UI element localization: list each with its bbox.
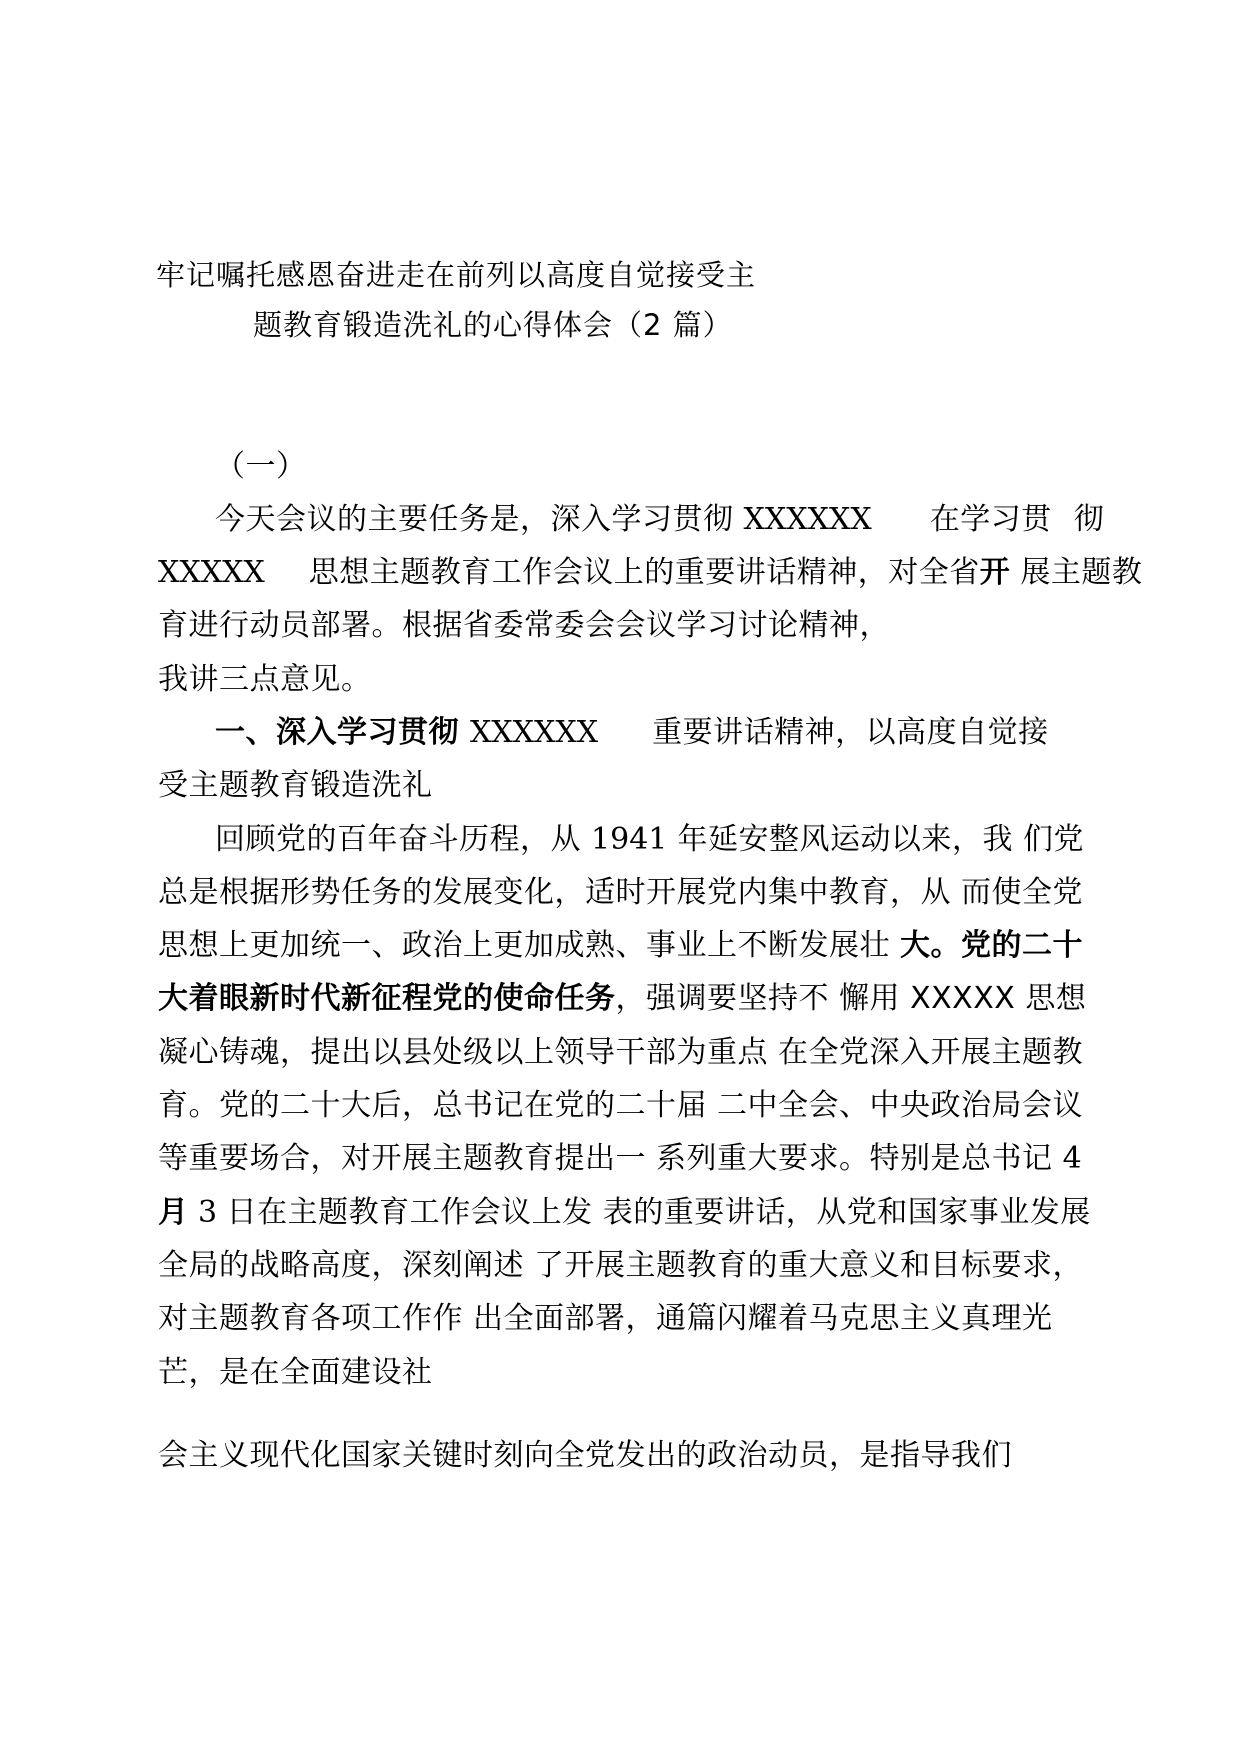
section-heading: 受主题教育锻造洗礼 (158, 768, 433, 803)
paragraph-line: 芒，是在全面建设社 (158, 1355, 433, 1390)
paragraph-line: 大着眼新时代新征程党的使命任务，强调要坚持不 懈用 XXXXX 思想 (158, 981, 1087, 1016)
paragraph-line: 对主题教育各项工作作 出全面部署，通篇闪耀着马克思主义真理光 (158, 1301, 1053, 1336)
section-marker: （一） (215, 449, 307, 484)
paragraph-line: 育进行动员部署。根据省委常委会会议学习讨论精神， (158, 608, 890, 643)
paragraph-line: XXXXX 思想主题教育工作会议上的重要讲话精神，对全省开 展主题教 (158, 555, 1143, 590)
paragraph-line: 凝心铸魂，提出以县处级以上领导干部为重点 在全党深入开展主题教 (158, 1035, 1084, 1070)
paragraph-line: 育。党的二十大后，总书记在党的二十届 二中全会、中央政治局会议 (158, 1088, 1084, 1123)
paragraph-line: 月 3 日在主题教育工作会议上发 表的重要讲话，从党和国家事业发展 (158, 1195, 1091, 1230)
section-heading: 一、深入学习贯彻 XXXXXX 重要讲话精神，以高度自觉接 (215, 715, 1049, 750)
paragraph-line: 全局的战略高度，深刻阐述 了开展主题教育的重大意义和目标要求， (158, 1248, 1084, 1283)
title-text: 牢记嘱托感恩奋进走在前列以高度自觉接受主 (156, 258, 757, 292)
paragraph-line: 等重要场合，对开展主题教育提出一 系列重大要求。特别是总书记 4 (158, 1141, 1082, 1176)
paragraph-line: 思想上更加统一、政治上更加成熟、事业上不断发展壮 大。党的二十 (158, 928, 1084, 963)
paragraph-line: 会主义现代化国家关键时刻向全党发出的政治动员，是指导我们 (158, 1438, 1012, 1473)
paragraph-line: 总是根据形势任务的发展变化，适时开展党内集中教育，从 而使全党 (158, 875, 1084, 910)
title-line-1 (156, 255, 756, 295)
title-text: 题教育锻造洗礼的心得体会（2 篇） (253, 308, 733, 342)
paragraph-line: 我讲三点意见。 (158, 662, 372, 697)
paragraph-line: 回顾党的百年奋斗历程，从 1941 年延安整风运动以来，我 们党 (215, 822, 1084, 857)
title-line-2 (253, 305, 733, 345)
paragraph-line: 今天会议的主要任务是，深入学习贯彻 XXXXXX 在学习贯 彻 (215, 502, 1105, 537)
